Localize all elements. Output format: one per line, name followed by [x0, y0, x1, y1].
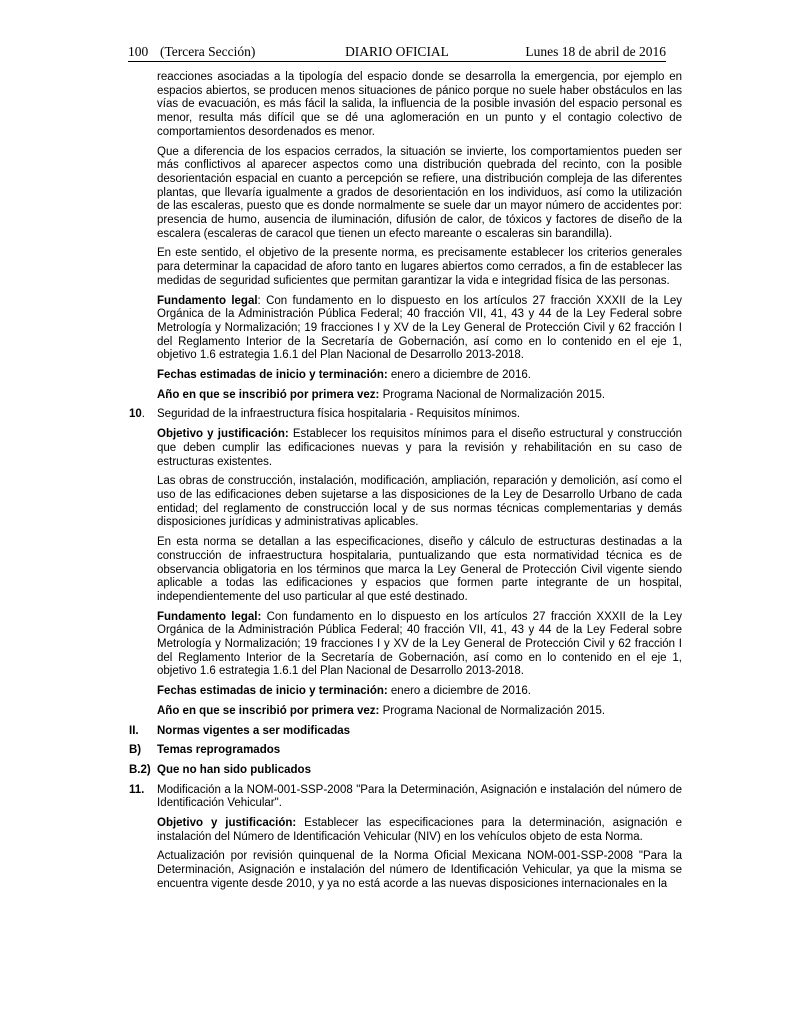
paragraph: Que a diferencia de los espacios cerrados, la situación se invierte, los comportamientos pueden ser más conflictivos al aparecer aspectos como una distribución quebrada del recinto, con la posible desorientación espacial en cuanto a percepción se refiere, una distribución compleja de las diferentes plantas, que llevaría igualmente a grados de desorientación en los individuos, así como la utilización de las escaleras, puesto que es donde normalmente se suele dar un mayor número de accidentes por: presencia de humo, ausencia de iluminación, difusión de calor, de tóxicos y factores de diseño de la escalera (escaleras de caracol que tienen un efecto mareante o escaleras sin barandilla).	[157, 145, 682, 240]
section-heading-b	[129, 744, 682, 758]
objective-label: Objetivo y justificación:	[157, 817, 297, 830]
year-text: Programa Nacional de Normalización 2015.	[379, 388, 606, 401]
section-heading-ii	[129, 724, 682, 739]
section-number: B)	[129, 744, 142, 757]
dates-paragraph	[157, 369, 682, 383]
section-number: II.	[129, 724, 139, 737]
section-heading-b2	[129, 763, 682, 778]
objective-paragraph	[157, 428, 682, 469]
legal-basis-text: : Con fundamento en lo dispuesto en los artículos 27 fracción XXXII de la Ley Orgánica de la Administración Pública Federal; 40 fracción VII, 41, 43 y 44 de la Ley Federal sobre Metrología y Normalización; 19 fracciones I y XV de la Ley General de Protección Civil y 62 fracción I del Reglamento Interior de la Secretaría de Gobernación, así como en lo contenido en el eje 1, objetivo 1.6 estrategia 1.6.1 del Plan Nacional de Desarrollo 2013-2018.	[157, 294, 682, 362]
dates-text: enero a diciembre de 2016.	[387, 685, 531, 698]
legal-basis-label: Fundamento legal	[157, 294, 258, 307]
year-paragraph	[157, 389, 682, 403]
year-label: Año en que se inscribió por primera vez:	[157, 388, 380, 401]
item-number: 11.	[129, 783, 145, 796]
section-label: (Tercera Sección)	[160, 44, 256, 59]
paragraph: En esta norma se detallan a las especificaciones, diseño y cálculo de estructuras destinadas a la construcción de infraestructura hospitalaria, puntualizando que esta normatividad técnica es de observancia obligatoria en los términos que marca la Ley General de Protección Civil vigente siendo aplicable a todas las edificaciones y espacios que formen parte integrante de un hospital, independientemente del uso particular al que esté destinado.	[157, 536, 682, 603]
numbered-item-11	[129, 783, 682, 811]
item-number: 10.	[129, 408, 145, 421]
paragraph: En este sentido, el objetivo de la presente norma, es precisamente establecer los criterios generales para determinar la capacidad de aforo tanto en lugares abiertos como cerrados, a fin de establecer las medidas de seguridad suficientes que permitan garantizar la vida e integridad física de las personas.	[157, 247, 682, 287]
year-text: Programa Nacional de Normalización 2015.	[379, 704, 606, 717]
publication-date: Lunes 18 de abril de 2016	[525, 44, 666, 59]
legal-basis-paragraph	[157, 611, 682, 680]
paragraph: Actualización por revisión quinquenal de la Norma Oficial Mexicana NOM-001-SSP-2008 "Para la Determinación, Asignación e instalación del número de Identificación Vehicular, ya que la misma se encuentra vigente desde 2010, y ya no está acorde a las nuevas disposiciones internacionales en la	[157, 850, 682, 890]
legal-basis-label: Fundamento legal:	[157, 610, 262, 623]
page-header	[128, 43, 666, 62]
year-label: Año en que se inscribió por primera vez:	[157, 704, 380, 717]
dates-label: Fechas estimadas de inicio y terminación:	[157, 369, 388, 382]
legal-basis-text: Con fundamento en lo dispuesto en los artículos 27 fracción XXXII de la Ley Orgánica de la Administración Pública Federal; 40 fracción VII, 41, 43 y 44 de la Ley Federal sobre Metrología y Normalización; 19 fracciones I y XV de la Ley General de Protección Civil y 62 fracción I del Reglamento Interior de la Secretaría de Gobernación, así como en lo contenido en el eje 1, objetivo 1.6 estrategia 1.6.1 del Plan Nacional de Desarrollo 2013-2018.	[157, 610, 682, 678]
section-number: B.2)	[129, 763, 151, 776]
paragraph: Las obras de construcción, instalación, modificación, ampliación, reparación y demolición, así como el uso de las edificaciones deben sujetarse a las disposiciones de la Ley de Desarrollo Urbano de cada entidad; del reglamento de construcción local y de sus normas técnicas complementarias y demás disposiciones jurídicas y administrativas aplicables.	[157, 475, 682, 529]
objective-label: Objetivo y justificación:	[157, 428, 289, 441]
document-body	[129, 71, 682, 898]
legal-basis-paragraph	[157, 295, 682, 364]
objective-text: Establecer las especificaciones para la determinación, asignación e instalación del Número de Identificación Vehicular (NIV) en los vehículos objeto de esta Norma.	[157, 817, 682, 843]
section-title: Normas vigentes a ser modificadas	[157, 724, 351, 737]
dates-text: enero a diciembre de 2016.	[387, 369, 531, 382]
page-number: 100	[128, 44, 149, 59]
dates-label: Fechas estimadas de inicio y terminación:	[157, 685, 388, 698]
dates-paragraph	[157, 685, 682, 699]
numbered-item-10	[129, 408, 682, 422]
objective-paragraph	[157, 817, 682, 844]
section-title: Que no han sido publicados	[157, 763, 311, 776]
item-title: Seguridad de la infraestructura física hospitalaria - Requisitos mínimos.	[157, 408, 521, 421]
year-paragraph	[157, 705, 682, 719]
objective-text: Establecer los requisitos mínimos para el diseño estructural y construcción que deben cumplir las edificaciones nuevas y para la revisión y rehabilitación en su caso de estructuras existentes.	[157, 428, 682, 468]
paragraph: reacciones asociadas a la tipología del espacio donde se desarrolla la emergencia, por ejemplo en espacios abiertos, se producen menos situaciones de pánico porque no suele haber obstáculos en las vías de evacuación, es más fácil la salida, la influencia de la posible invasión del espacio personal es menor, resulta más difícil que se dé una aglomeración en un punto y el contagio colectivo de comportamientos desordenados es menor.	[157, 71, 682, 138]
publication-title: DIARIO OFICIAL	[345, 44, 449, 59]
item-title: Modificación a la NOM-001-SSP-2008 "Para la Determinación, Asignación e instalación del número de Identificación Vehicular".	[157, 783, 682, 810]
section-title: Temas reprogramados	[157, 744, 281, 757]
